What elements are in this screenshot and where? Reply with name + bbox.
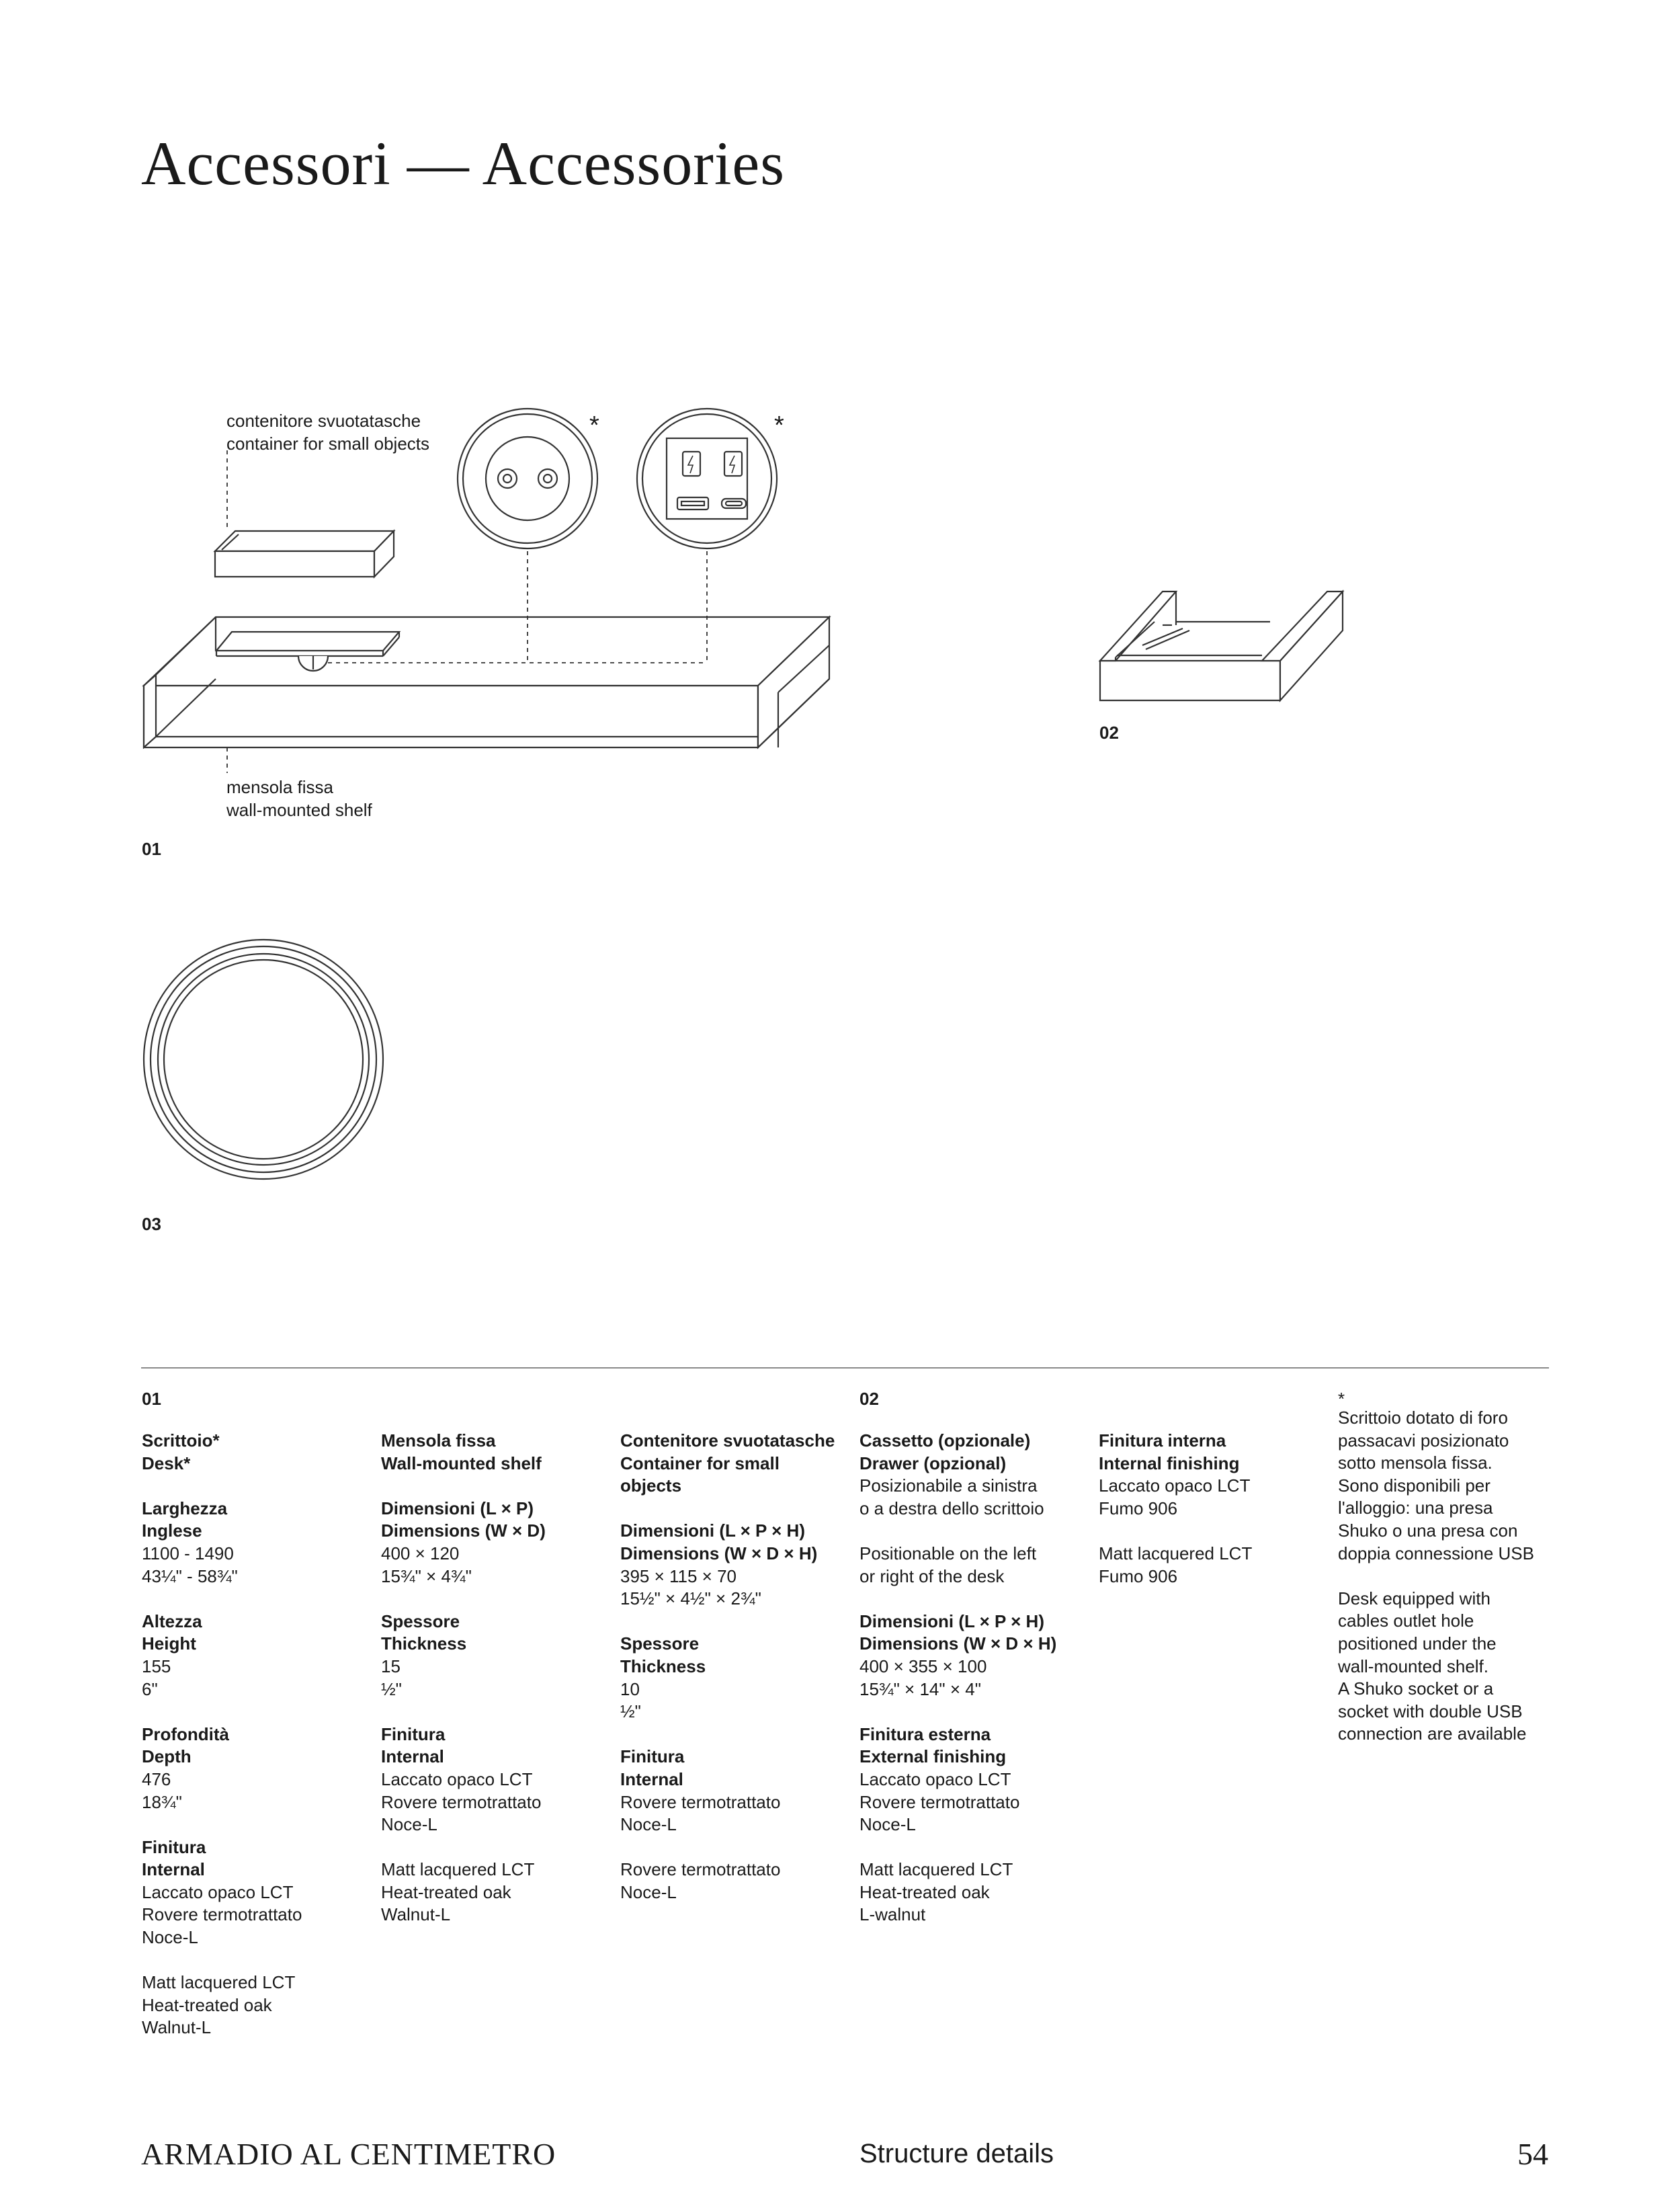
spec-heading: External finishing [859,1746,1007,1767]
spec-gap [381,1588,546,1611]
spec-heading: Dimensioni (L × P × H) [859,1611,1044,1631]
spec-value: 155 [142,1656,171,1676]
spec-heading: Internal finishing [1099,1453,1240,1473]
spec-value: passacavi posizionato [1338,1430,1509,1451]
spec-heading: Spessore [381,1611,460,1631]
spec-heading: Dimensions (W × D × H) [859,1633,1057,1654]
spec-gap [620,1498,835,1520]
desk-shelf-drawing [144,617,829,747]
spec-gap [1338,1565,1534,1588]
spec-heading: Height [142,1633,196,1654]
spec-value: Rovere termotrattato [142,1904,302,1925]
spec-value: Laccato opaco LCT [142,1881,294,1902]
asterisk-socket-1: * [589,411,599,440]
spec-value: ½" [620,1701,641,1722]
spec-heading: Inglese [142,1520,202,1541]
spec-value: or right of the desk [859,1565,1005,1586]
spec-value: Walnut-L [381,1904,451,1925]
spec-value: Matt lacquered LCT [142,1972,296,1993]
spec-value: 15¾" × 4¾" [381,1565,472,1586]
spec-value: Noce-L [142,1927,198,1948]
spec-value: 395 × 115 × 70 [620,1565,737,1586]
spec-gap [620,1611,835,1633]
spec-value: 400 × 120 [381,1543,460,1563]
spec-heading: Depth [142,1746,192,1767]
spec-value: Laccato opaco LCT [381,1768,533,1789]
spec-value: l'alloggio: una presa [1338,1498,1493,1518]
spec-heading: Finitura [381,1723,446,1744]
drawer-drawing [1100,592,1343,700]
spec-column-desk [142,1430,302,2039]
spec-gap [859,1588,1056,1611]
spec-gap [1099,1520,1252,1543]
item-number-01: 01 [142,839,161,859]
spec-section-01: 01 [142,1389,161,1409]
spec-gap [381,1475,546,1498]
spec-heading: Thickness [620,1656,706,1676]
spec-section-02: 02 [859,1389,879,1409]
spec-heading: Dimensioni (L × P × H) [620,1520,805,1541]
spec-heading: Wall-mounted shelf [381,1453,542,1473]
spec-value: 43¼" - 58¾" [142,1565,238,1586]
spec-value: Walnut-L [142,2017,212,2038]
spec-value: 15½" × 4½" × 2¾" [620,1588,761,1609]
spec-column-shelf [381,1430,546,1926]
spec-value: Noce-L [620,1881,677,1902]
item-number-03: 03 [142,1214,161,1234]
spec-value: sotto mensola fissa. [1338,1453,1493,1473]
spec-value: Sono disponibili per [1338,1475,1490,1496]
footer-section: Structure details [859,2139,1054,2168]
spec-value: Matt lacquered LCT [859,1859,1013,1880]
spec-value: cables outlet hole [1338,1611,1474,1631]
page-title: Accessori — Accessories [141,129,786,198]
item-number-02: 02 [1099,723,1119,743]
spec-value: Heat-treated oak [859,1881,990,1902]
spec-value: Rovere termotrattato [381,1791,542,1812]
round-mirror-drawing [144,940,383,1179]
usb-socket-detail [637,409,777,548]
spec-value: Matt lacquered LCT [1099,1543,1253,1563]
spec-value: Fumo 906 [1099,1565,1178,1586]
spec-gap [142,1814,302,1836]
spec-heading: Larghezza [142,1498,228,1518]
spec-value: 18¾" [142,1791,182,1812]
spec-heading: objects [620,1475,682,1496]
small-objects-container-drawing [215,531,394,577]
spec-value: wall-mounted shelf. [1338,1656,1488,1676]
spec-heading: Drawer (opzional) [859,1453,1007,1473]
spec-value: doppia connessione USB [1338,1543,1534,1563]
spec-value: Heat-treated oak [142,1994,272,2015]
spec-gap [142,1588,302,1611]
spec-value: positioned under the [1338,1633,1497,1654]
container-label: contenitore svuotatasche container for small objects [226,411,430,454]
spec-gap [142,1475,302,1498]
spec-heading: Finitura interna [1099,1430,1226,1451]
shelf-label: mensola fissa wall-mounted shelf [226,777,372,820]
spec-gap [859,1836,1056,1859]
spec-column-container [620,1430,835,1904]
spec-value: L-walnut [859,1904,926,1925]
spec-value: Rovere termotrattato [620,1791,781,1812]
spec-value: 15 [381,1656,401,1676]
spec-column-notes [1338,1407,1534,1746]
spec-heading: Internal [620,1768,683,1789]
spec-gap [620,1836,835,1859]
spec-value: Noce-L [620,1814,677,1835]
spec-heading: Altezza [142,1611,202,1631]
spec-value: 15¾" × 14" × 4" [859,1678,981,1699]
spec-value: 10 [620,1678,640,1699]
spec-heading: Finitura [620,1746,685,1767]
spec-value: socket with double USB [1338,1701,1523,1721]
footer-brand: ARMADIO AL CENTIMETRO [141,2137,556,2171]
spec-heading: Contenitore svuotatasche [620,1430,835,1451]
spec-gap [620,1723,835,1746]
spec-value: Laccato opaco LCT [859,1768,1011,1789]
spec-gap [859,1520,1056,1543]
spec-heading: Desk* [142,1453,191,1473]
spec-value: Posizionabile a sinistra [859,1475,1038,1496]
spec-value: Laccato opaco LCT [1099,1475,1251,1496]
spec-value: ½" [381,1678,402,1699]
spec-column-drawer [859,1430,1056,1926]
spec-gap [859,1701,1056,1723]
spec-heading: Dimensions (W × D × H) [620,1543,818,1563]
spec-value: Shuko o una presa con [1338,1520,1518,1541]
spec-value: 400 × 355 × 100 [859,1656,987,1676]
spec-value: Fumo 906 [1099,1498,1178,1518]
spec-value: Noce-L [859,1814,916,1835]
spec-heading: Thickness [381,1633,467,1654]
spec-heading: Finitura [142,1836,206,1857]
spec-value: Heat-treated oak [381,1881,511,1902]
spec-value: Rovere termotrattato [620,1859,781,1880]
spec-value: 6" [142,1678,158,1699]
spec-value: A Shuko socket or a [1338,1678,1494,1699]
spec-value: 476 [142,1768,171,1789]
spec-column-drawer-internal [1099,1430,1252,1588]
asterisk-socket-2: * [774,411,784,440]
spec-value: o a destra dello scrittoio [859,1498,1044,1518]
divider [141,1367,1549,1369]
spec-value: Rovere termotrattato [859,1791,1020,1812]
spec-gap [381,1701,546,1723]
spec-heading: Internal [142,1859,205,1880]
spec-heading: Scrittoio* [142,1430,220,1451]
spec-value: 1100 - 1490 [142,1543,234,1563]
spec-value: Desk equipped with [1338,1588,1490,1609]
spec-heading: Dimensioni (L × P) [381,1498,534,1518]
spec-heading: Cassetto (opzionale) [859,1430,1031,1451]
spec-value: Positionable on the left [859,1543,1037,1563]
spec-value: connection are available [1338,1723,1527,1744]
spec-gap [142,1701,302,1723]
spec-heading: Mensola fissa [381,1430,496,1451]
spec-heading: Finitura esterna [859,1723,991,1744]
spec-value: Noce-L [381,1814,437,1835]
spec-gap [142,1949,302,1972]
spec-gap [381,1836,546,1859]
spec-heading: Spessore [620,1633,700,1654]
shuko-socket-detail [458,409,597,548]
spec-heading: Dimensions (W × D) [381,1520,546,1541]
spec-value: Scrittoio dotato di foro [1338,1408,1508,1428]
spec-heading: Internal [381,1746,444,1767]
spec-asterisk: * [1338,1389,1345,1409]
page-number: 54 [1517,2137,1548,2171]
spec-heading: Container for small [620,1453,780,1473]
spec-value: Matt lacquered LCT [381,1859,535,1880]
spec-heading: Profondità [142,1723,229,1744]
